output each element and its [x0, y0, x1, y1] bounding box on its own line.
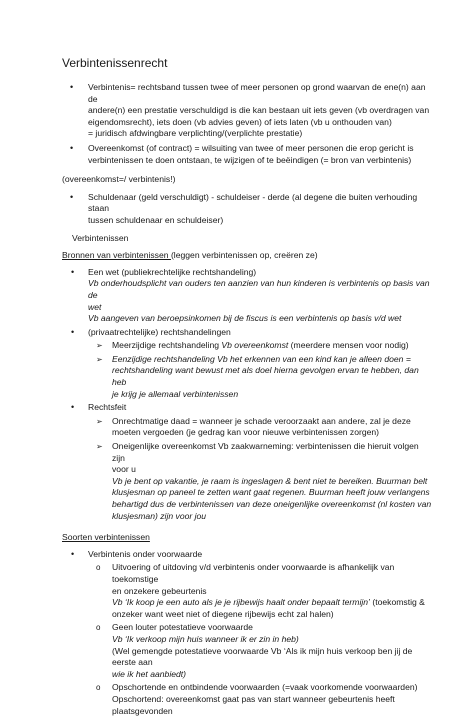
- note: (overeenkomst=/ verbintenis!): [62, 174, 432, 186]
- text-line: onzeker want weet niet of diegene rijbewijs echt zal halen): [112, 609, 432, 621]
- bullet-icon: •: [70, 192, 73, 204]
- circle-bullet-icon: o: [96, 622, 100, 634]
- section-subheading: Verbintenissen: [62, 233, 432, 245]
- example-line: wie ik het aanbiedt): [112, 669, 432, 681]
- text-line: Een wet (publiekrechtelijke rechtshandeling): [88, 267, 432, 279]
- example-line: rechtshandeling want bewust met als doel hierna gevolgen ervan te hebben, dan heb: [112, 365, 432, 388]
- list-item: [62, 82, 432, 140]
- text-line: verbintenissen te doen ontstaan, te wijzigen of te beëindigen (= bron van verbintenis): [88, 155, 432, 167]
- text-line: Uitvoering of uitdoving v/d verbintenis onder voorwaarde is afhankelijk van toekomstige: [112, 562, 432, 585]
- example-line: je krijg je allemaal verbintenissen: [112, 389, 432, 401]
- list-item: [62, 549, 432, 561]
- text-line: Opschortende en ontbindende voorwaarden (=vaak voorkomende voorwaarden): [112, 682, 432, 694]
- example-line: klusjesman op paneel te zetten want gaat regenen. Buurman heeft jouw verlangens: [112, 487, 432, 499]
- example-line: Eenzijdige rechtshandeling Vb het erkennen van een kind kan je alleen doen =: [112, 354, 432, 366]
- text-segment: (toekomstig &: [370, 597, 425, 607]
- text-line: en onzekere gebeurtenis: [112, 586, 432, 598]
- example-line: Vb je bent op vakantie, je raam is ingeslagen & bent niet te bereiken. Buurman belt: [112, 476, 432, 488]
- text-line: Rechtsfeit: [88, 402, 432, 414]
- arrow-bullet-icon: ➢: [96, 340, 103, 352]
- text-line: eigendomsrecht), iets doen (vb advies geven) of iets laten (vb u onthouden van): [88, 117, 432, 129]
- list-item: [62, 622, 432, 680]
- circle-bullet-icon: o: [96, 562, 100, 574]
- text-line: Verbintenis= rechtsband tussen twee of meer personen op grond waarvan de ene(n) aan de: [88, 82, 432, 105]
- bullet-icon: •: [71, 402, 74, 414]
- list-item: [62, 562, 432, 620]
- example-line: klusjesman) zijn voor jou: [112, 511, 432, 523]
- bullet-icon: •: [71, 327, 74, 339]
- section-heading-soorten: Soorten verbintenissen: [62, 532, 432, 544]
- text-line: Opschortend: overeenkomst gaat pas van start wanneer gebeurtenis heeft: [112, 694, 432, 706]
- section-heading-bronnen: [62, 250, 432, 262]
- text-segment: (meerdere mensen voor nodig): [288, 340, 408, 350]
- bullet-icon: •: [71, 549, 74, 561]
- text-line: voor u: [112, 464, 432, 476]
- list-item: [62, 354, 432, 400]
- heading-underlined: Bronnen van verbintenissen: [62, 250, 171, 260]
- example-line: wet: [88, 302, 432, 314]
- page-title: Verbintenissenrecht: [62, 56, 432, 70]
- list-item: [62, 340, 432, 352]
- text-line: moeten vergoeden (je gedrag kan voor nieuwe verbintenissen zorgen): [112, 427, 432, 439]
- text-line: tussen schuldenaar en schuldeiser): [88, 215, 432, 227]
- text-line: Onrechtmatige daad = wanneer je schade veroorzaakt aan andere, zal je deze: [112, 416, 432, 428]
- list-item: [62, 327, 432, 339]
- arrow-bullet-icon: ➢: [96, 441, 103, 453]
- text-line: = juridisch afdwingbare verplichting/(verplichte prestatie): [88, 128, 432, 140]
- text-line: andere(n) een prestatie verschuldigd is die kan bestaan uit iets geven (vb overdragen van: [88, 105, 432, 117]
- list-item: [62, 682, 432, 717]
- bullet-icon: •: [71, 267, 74, 279]
- arrow-bullet-icon: ➢: [96, 416, 103, 428]
- example-line: behartigd dus de verbintenissen van deze oneigenlijke overeenkomst (nl kosten van: [112, 499, 432, 511]
- list-item: [62, 441, 432, 522]
- text-line: Geen louter potestatieve voorwaarde: [112, 622, 432, 634]
- text-segment: Meerzijdige rechtshandeling: [112, 340, 221, 350]
- list-item: [62, 143, 432, 166]
- text-line: Oneigenlijke overeenkomst Vb zaakwarneming: verbintenissen die hieruit volgen zijn: [112, 441, 432, 464]
- example-line: Vb aangeven van beroepsinkomen bij de fiscus is een verbintenis op basis v/d wet: [88, 313, 432, 325]
- example-segment: Vb ‘Ik koop je een auto als je je rijbewijs haalt onder bepaalt termijn’: [112, 597, 370, 607]
- circle-bullet-icon: o: [96, 682, 100, 694]
- text-line: plaatsgevonden: [112, 706, 432, 717]
- text-line: Schuldenaar (geld verschuldigt) - schuldeiser - derde (al degene die buiten verhouding staan: [88, 192, 432, 215]
- bullet-icon: •: [70, 82, 73, 94]
- example-line: Vb ‘Ik verkoop mijn huis wanneer ik er zin in heb): [112, 634, 432, 646]
- example-line: Vb onderhoudsplicht van ouders ten aanzien van hun kinderen is verbintenis op basis van de: [88, 278, 432, 301]
- list-item: [62, 416, 432, 439]
- list-item: [62, 267, 432, 325]
- text-segment-italic: Vb overeenkomst: [221, 340, 288, 350]
- heading-rest: (leggen verbintenissen op, creëren ze): [171, 250, 318, 260]
- list-item: [62, 402, 432, 414]
- bullet-icon: •: [70, 143, 73, 155]
- text-line: Overeenkomst (of contract) = wilsuiting van twee of meer personen die erop gericht is: [88, 143, 432, 155]
- text-line: Verbintenis onder voorwaarde: [88, 549, 432, 561]
- list-item: [62, 192, 432, 227]
- arrow-bullet-icon: ➢: [96, 354, 103, 366]
- text-line: (Wel gemengde potestatieve voorwaarde Vb ‘Als ik mijn huis verkoop ben jij de eerste aan: [112, 646, 432, 669]
- text-line: (privaatrechtelijke) rechtshandelingen: [88, 327, 432, 339]
